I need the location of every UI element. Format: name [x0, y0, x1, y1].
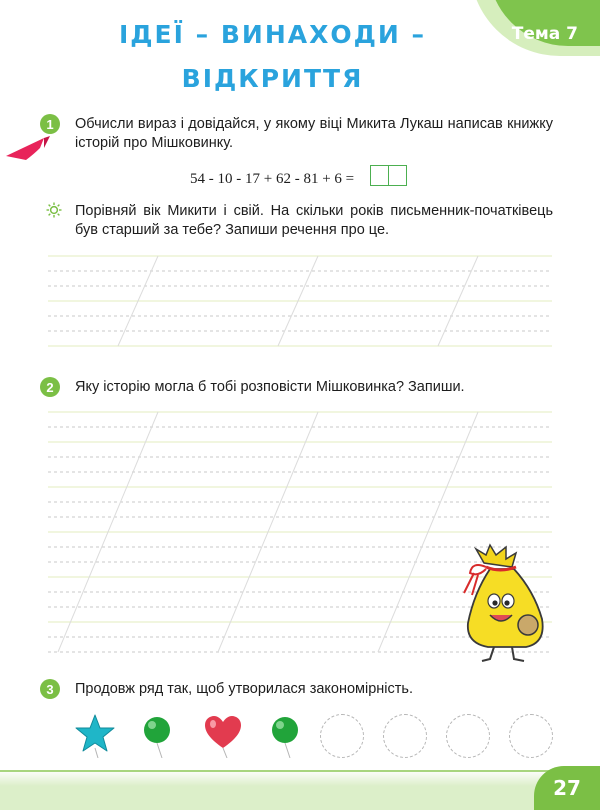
task-number-3: 3 — [40, 679, 60, 699]
task2-text: Яку історію могла б тобі розповісти Мішковинка? Запиши. — [75, 379, 465, 395]
green-round-balloon-icon — [264, 712, 310, 758]
empty-slot-1[interactable] — [320, 714, 364, 758]
footer-bar — [0, 770, 600, 810]
task3-text: Продовж ряд так, щоб утворилася закономірність. — [75, 681, 414, 697]
footer-divider — [0, 770, 600, 772]
task1-text: Обчисли вираз і довідайся, у якому віці Микита Лукаш написав книжку історій про Мішковинку. — [75, 116, 553, 151]
page-title-line2: ВІДКРИТТЯ — [181, 64, 364, 93]
empty-slot-3[interactable] — [446, 714, 490, 758]
task-number-1: 1 — [40, 114, 60, 134]
mishkovynka-character — [454, 543, 554, 665]
blue-star-balloon-icon — [72, 712, 118, 758]
answer-box-tens[interactable] — [370, 165, 389, 186]
sun-icon — [46, 202, 62, 218]
answer-boxes[interactable] — [370, 165, 407, 186]
answer-box-units[interactable] — [389, 165, 407, 186]
page-title-line1: ІДЕЇ – ВИНАХОДИ – — [118, 20, 427, 49]
red-heart-balloon-icon — [200, 712, 246, 758]
math-expression: 54 - 10 - 17 + 62 - 81 + 6 = — [190, 171, 355, 187]
green-round-balloon-icon — [136, 712, 182, 758]
task-number-2: 2 — [40, 377, 60, 397]
pointer-arrow-icon — [4, 134, 50, 164]
task1-subtask-text: Порівняй вік Микити і свій. На скільки років письменник-початківець був старший за тебе? Запиши речення про це. — [75, 203, 553, 238]
topic-label: Тема 7 — [511, 24, 578, 44]
page-number: 27 — [534, 766, 600, 810]
writing-lines-area-1[interactable] — [48, 252, 552, 352]
empty-slot-4[interactable] — [509, 714, 553, 758]
empty-slot-2[interactable] — [383, 714, 427, 758]
